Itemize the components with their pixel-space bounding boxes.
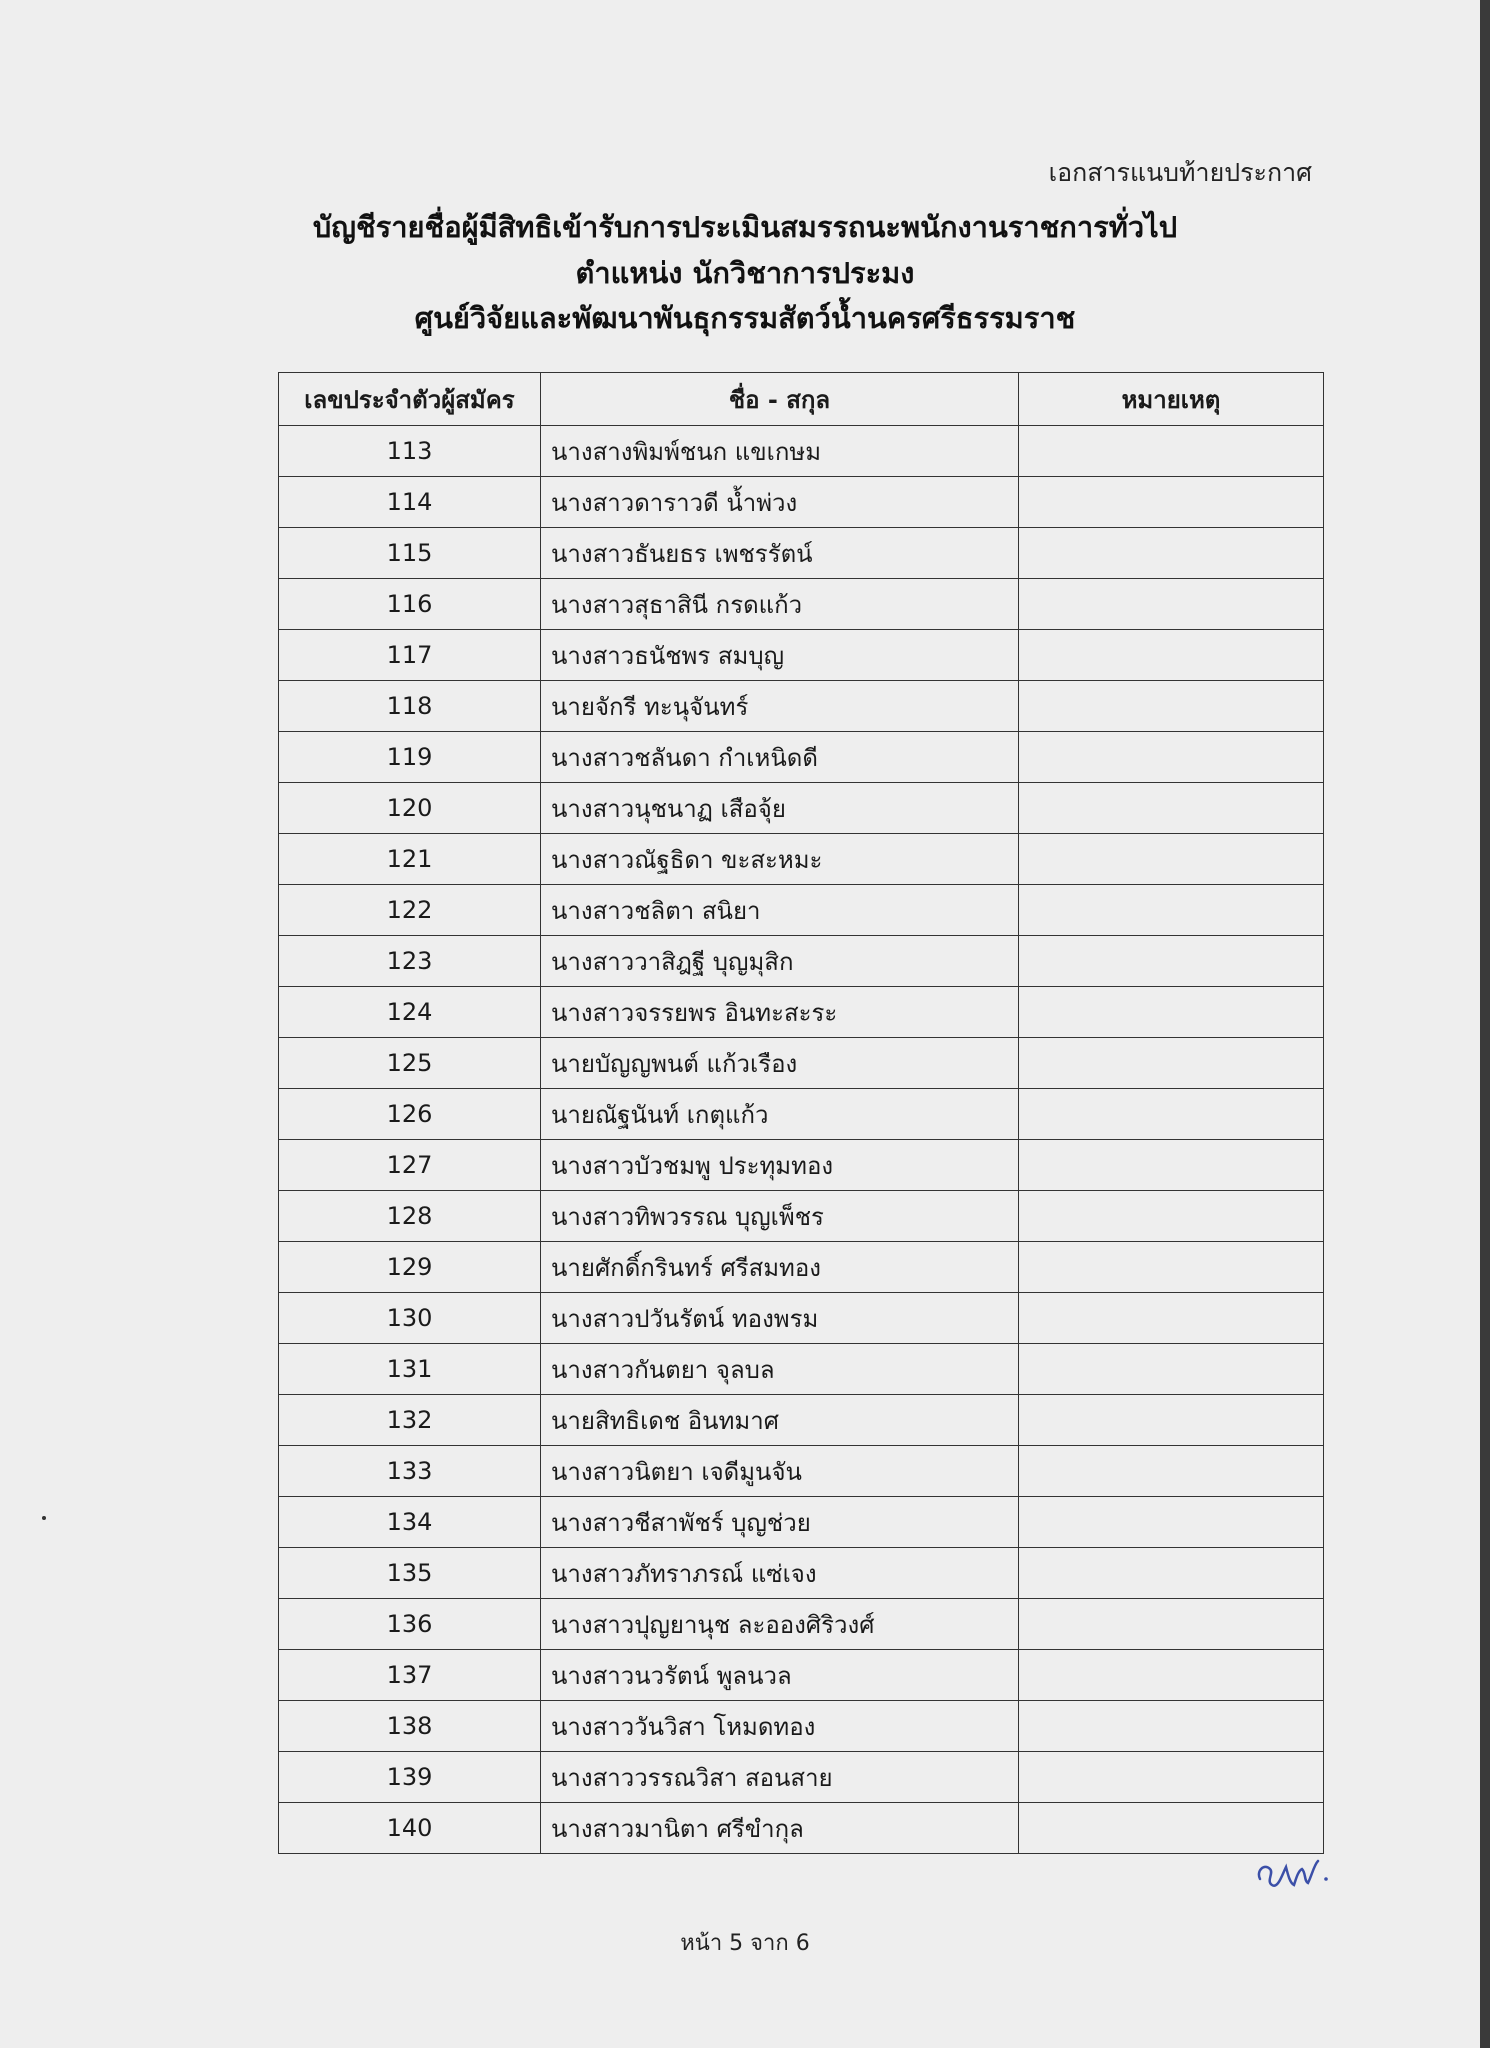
table-row <box>279 1599 1324 1650</box>
applicant-id-cell: 135 <box>279 1548 541 1599</box>
table-row <box>279 885 1324 936</box>
table-row <box>279 579 1324 630</box>
table-row <box>279 1344 1324 1395</box>
table-row <box>279 1038 1324 1089</box>
table-row <box>279 1293 1324 1344</box>
applicant-id-cell: 137 <box>279 1650 541 1701</box>
applicant-name-cell: นางสาวจรรยพร อินทะสะระ <box>541 987 1019 1038</box>
table-row <box>279 1701 1324 1752</box>
remark-cell <box>1019 834 1324 885</box>
applicant-name-cell: นางสาวชลิตา สนิยา <box>541 885 1019 936</box>
applicant-id-cell: 140 <box>279 1803 541 1854</box>
table-row <box>279 1650 1324 1701</box>
table-row <box>279 426 1324 477</box>
page-number: หน้า 5 จาก 6 <box>680 1931 810 1956</box>
remark-cell <box>1019 1752 1324 1803</box>
remark-cell <box>1019 1038 1324 1089</box>
table-row <box>279 1140 1324 1191</box>
applicant-name-cell: นางสาวชีสาพัชร์ บุญช่วย <box>541 1497 1019 1548</box>
remark-cell <box>1019 1497 1324 1548</box>
applicant-name-cell: นางสาวทิพวรรณ บุญเพ็ชร <box>541 1191 1019 1242</box>
applicant-name-cell: นางสาวกันตยา จุลบล <box>541 1344 1019 1395</box>
table-row <box>279 834 1324 885</box>
table-row <box>279 477 1324 528</box>
applicant-name-cell: นางสาวนุชนาฏ เสือจุ้ย <box>541 783 1019 834</box>
applicant-id-cell: 127 <box>279 1140 541 1191</box>
remark-cell <box>1019 1701 1324 1752</box>
remark-cell <box>1019 579 1324 630</box>
remark-cell <box>1019 1548 1324 1599</box>
applicant-id-cell: 115 <box>279 528 541 579</box>
column-header-id: เลขประจำตัวผู้สมัคร <box>279 373 541 426</box>
applicant-name-cell: นางสาวสุธาสินี กรดแก้ว <box>541 579 1019 630</box>
applicant-id-cell: 132 <box>279 1395 541 1446</box>
applicant-name-cell: นางสาวชลันดา กำเหนิดดี <box>541 732 1019 783</box>
applicant-name-cell: นางสาวธันยธร เพชรรัตน์ <box>541 528 1019 579</box>
applicant-id-cell: 119 <box>279 732 541 783</box>
applicant-name-cell: นายสิทธิเดช อินทมาศ <box>541 1395 1019 1446</box>
table-row <box>279 1803 1324 1854</box>
scan-speck <box>42 1516 46 1520</box>
applicant-name-cell: นางสาวนวรัตน์ พูลนวล <box>541 1650 1019 1701</box>
applicant-id-cell: 122 <box>279 885 541 936</box>
applicant-id-cell: 138 <box>279 1701 541 1752</box>
applicant-name-cell: นางสาวณัฐธิดา ขะสะหมะ <box>541 834 1019 885</box>
applicant-name-cell: นายบัญญพนต์ แก้วเรือง <box>541 1038 1019 1089</box>
applicant-name-cell: นางสางพิมพ์ชนก แขเกษม <box>541 426 1019 477</box>
center-title: ศูนย์วิจัยและพัฒนาพันธุกรรมสัตว์น้ำนครศรีธรรมราช <box>414 301 1076 335</box>
remark-cell <box>1019 1089 1324 1140</box>
applicant-id-cell: 117 <box>279 630 541 681</box>
applicant-id-cell: 134 <box>279 1497 541 1548</box>
applicant-id-cell: 120 <box>279 783 541 834</box>
signature-icon <box>1252 1845 1332 1895</box>
table-row <box>279 1446 1324 1497</box>
applicant-name-cell: นางสาวปวันรัตน์ ทองพรม <box>541 1293 1019 1344</box>
remark-cell <box>1019 1446 1324 1497</box>
remark-cell <box>1019 987 1324 1038</box>
remark-cell <box>1019 1293 1324 1344</box>
applicant-id-cell: 131 <box>279 1344 541 1395</box>
remark-cell <box>1019 630 1324 681</box>
remark-cell <box>1019 732 1324 783</box>
remark-cell <box>1019 1344 1324 1395</box>
candidate-table <box>278 372 1324 1854</box>
remark-cell <box>1019 885 1324 936</box>
applicant-id-cell: 129 <box>279 1242 541 1293</box>
applicant-id-cell: 126 <box>279 1089 541 1140</box>
applicant-name-cell: นางสาวภัทราภรณ์ แซ่เจง <box>541 1548 1019 1599</box>
applicant-id-cell: 123 <box>279 936 541 987</box>
remark-cell <box>1019 681 1324 732</box>
table-row <box>279 1242 1324 1293</box>
applicant-name-cell: นางสาวบัวชมพู ประทุมทอง <box>541 1140 1019 1191</box>
remark-cell <box>1019 1599 1324 1650</box>
applicant-name-cell: นางสาวมานิตา ศรีขำกุล <box>541 1803 1019 1854</box>
table-row <box>279 630 1324 681</box>
applicant-id-cell: 114 <box>279 477 541 528</box>
table-row <box>279 1089 1324 1140</box>
applicant-id-cell: 130 <box>279 1293 541 1344</box>
table-row <box>279 732 1324 783</box>
applicant-id-cell: 121 <box>279 834 541 885</box>
remark-cell <box>1019 1650 1324 1701</box>
remark-cell <box>1019 1140 1324 1191</box>
table-row <box>279 1497 1324 1548</box>
table-row <box>279 528 1324 579</box>
table-row <box>279 1752 1324 1803</box>
applicant-name-cell: นายจักรี ทะนุจันทร์ <box>541 681 1019 732</box>
applicant-name-cell: นางสาวนิตยา เจดีมูนจัน <box>541 1446 1019 1497</box>
table-header-row <box>279 373 1324 426</box>
applicant-name-cell: นางสาววรรณวิสา สอนสาย <box>541 1752 1019 1803</box>
position-title: ตำแหน่ง นักวิชาการประมง <box>575 256 915 290</box>
remark-cell <box>1019 528 1324 579</box>
remark-cell <box>1019 1242 1324 1293</box>
applicant-id-cell: 118 <box>279 681 541 732</box>
table-row <box>279 987 1324 1038</box>
document-title: บัญชีรายชื่อผู้มีสิทธิเข้ารับการประเมินสมรรถนะพนักงานราชการทั่วไป <box>312 210 1178 244</box>
applicant-name-cell: นางสาวปุญยานุช ละอองศิริวงศ์ <box>541 1599 1019 1650</box>
applicant-name-cell: นางสาววาสิฎฐี บุญมุสิก <box>541 936 1019 987</box>
table-row <box>279 1191 1324 1242</box>
applicant-id-cell: 133 <box>279 1446 541 1497</box>
column-header-name: ชื่อ - สกุล <box>541 373 1019 426</box>
applicant-id-cell: 124 <box>279 987 541 1038</box>
remark-cell <box>1019 936 1324 987</box>
remark-cell <box>1019 1395 1324 1446</box>
applicant-name-cell: นางสาวธนัชพร สมบุญ <box>541 630 1019 681</box>
applicant-id-cell: 128 <box>279 1191 541 1242</box>
applicant-name-cell: นายศักดิ์กรินทร์ ศรีสมทอง <box>541 1242 1019 1293</box>
applicant-name-cell: นางสาววันวิสา โหมดทอง <box>541 1701 1019 1752</box>
remark-cell <box>1019 477 1324 528</box>
annex-note: เอกสารแนบท้ายประกาศ <box>1048 158 1312 187</box>
remark-cell <box>1019 1191 1324 1242</box>
column-header-note: หมายเหตุ <box>1019 373 1324 426</box>
table-row <box>279 936 1324 987</box>
applicant-id-cell: 116 <box>279 579 541 630</box>
applicant-id-cell: 139 <box>279 1752 541 1803</box>
applicant-id-cell: 136 <box>279 1599 541 1650</box>
applicant-id-cell: 113 <box>279 426 541 477</box>
applicant-name-cell: นายณัฐนันท์ เกตุแก้ว <box>541 1089 1019 1140</box>
remark-cell <box>1019 426 1324 477</box>
applicant-id-cell: 125 <box>279 1038 541 1089</box>
table-row <box>279 783 1324 834</box>
remark-cell <box>1019 783 1324 834</box>
table-row <box>279 1395 1324 1446</box>
table-row <box>279 1548 1324 1599</box>
applicant-name-cell: นางสาวดาราวดี น้ำพ่วง <box>541 477 1019 528</box>
table-row <box>279 681 1324 732</box>
